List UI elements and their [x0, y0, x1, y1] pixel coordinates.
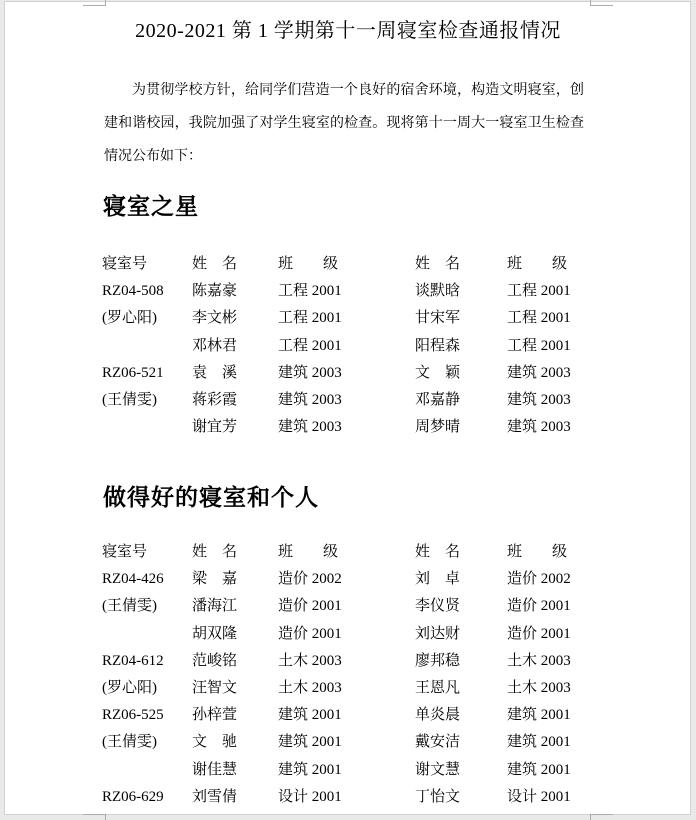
- roster-table-dorm-stars: [102, 251, 602, 441]
- table-cell: (王倩雯): [102, 391, 157, 408]
- table-cell: 胡双隆: [192, 625, 238, 642]
- table-cell: 建筑 2001: [507, 707, 571, 724]
- column-header: 班 级: [507, 544, 568, 560]
- table-row: [102, 278, 602, 305]
- column-header: 姓 名: [415, 256, 461, 272]
- table-cell: 甘宋军: [415, 310, 461, 327]
- table-cell: 工程 2001: [278, 337, 342, 354]
- table-cell: 袁 溪: [192, 364, 238, 381]
- table-cell: 谢佳慧: [192, 761, 238, 778]
- column-header: 班 级: [278, 256, 339, 272]
- table-cell: 建筑 2001: [507, 734, 571, 751]
- table-cell: 蒋彩霞: [192, 391, 238, 408]
- table-cell: 周梦晴: [415, 419, 461, 436]
- table-cell: RZ04-426: [102, 571, 164, 588]
- table-cell: 工程 2001: [507, 283, 571, 300]
- table-cell: 李文彬: [192, 310, 238, 327]
- table-cell: 造价 2001: [507, 598, 571, 615]
- table-cell: 梁 嘉: [192, 571, 238, 588]
- table-row: [102, 387, 602, 414]
- table-row: [102, 414, 602, 441]
- table-cell: 设计 2001: [507, 788, 571, 805]
- table-cell: 土木 2003: [507, 652, 571, 669]
- margin-crop-mark-bottom-right: [590, 814, 613, 820]
- table-row: [102, 757, 602, 784]
- section-heading-dorm-stars: 寝室之星: [103, 194, 199, 219]
- table-cell: 汪智文: [192, 679, 238, 696]
- table-cell: 工程 2001: [278, 283, 342, 300]
- table-cell: 建筑 2003: [278, 364, 342, 381]
- table-cell: 谢文慧: [415, 761, 461, 778]
- table-cell: (王倩雯): [102, 598, 157, 615]
- column-header: 班 级: [507, 256, 568, 272]
- table-cell: 建筑 2001: [278, 761, 342, 778]
- table-cell: 文 驰: [192, 734, 238, 751]
- table-row: [102, 729, 602, 756]
- table-cell: 土木 2003: [278, 679, 342, 696]
- table-cell: 廖邦稳: [415, 652, 461, 669]
- table-cell: 建筑 2001: [278, 707, 342, 724]
- roster-table-good-dorms: [102, 539, 602, 811]
- table-row: [102, 360, 602, 387]
- table-cell: 单炎晨: [415, 707, 461, 724]
- table-row: [102, 675, 602, 702]
- table-cell: 谈默晗: [415, 283, 461, 300]
- table-cell: (王倩雯): [102, 734, 157, 751]
- column-header: 姓 名: [415, 544, 461, 560]
- table-row: [102, 784, 602, 811]
- table-cell: (罗心阳): [102, 310, 157, 327]
- table-row: [102, 648, 602, 675]
- table-cell: 建筑 2003: [278, 419, 342, 436]
- table-row: [102, 621, 602, 648]
- margin-crop-mark-bottom-left: [83, 814, 106, 820]
- document-title: 2020-2021 第 1 学期第十一周寝室检查通报情况: [135, 20, 561, 42]
- table-cell: RZ06-521: [102, 364, 164, 381]
- section-heading-good-dorms: 做得好的寝室和个人: [103, 485, 319, 510]
- table-cell: 孙梓萱: [192, 707, 238, 724]
- table-cell: 造价 2002: [507, 571, 571, 588]
- table-cell: 土木 2003: [278, 652, 342, 669]
- table-cell: 土木 2003: [507, 679, 571, 696]
- table-cell: 刘达财: [415, 625, 461, 642]
- table-cell: 阳程森: [415, 337, 461, 354]
- table-cell: 造价 2002: [278, 571, 342, 588]
- table-cell: RZ04-612: [102, 652, 164, 669]
- table-cell: (罗心阳): [102, 679, 157, 696]
- table-cell: 丁怡文: [415, 788, 461, 805]
- table-cell: 王恩凡: [415, 679, 461, 696]
- table-cell: 建筑 2001: [278, 734, 342, 751]
- table-cell: 建筑 2003: [278, 391, 342, 408]
- column-header: 姓 名: [192, 256, 238, 272]
- table-row: [102, 702, 602, 729]
- table-cell: 工程 2001: [278, 310, 342, 327]
- table-cell: 邓林君: [192, 337, 238, 354]
- column-header: 班 级: [278, 544, 339, 560]
- table-cell: 潘海江: [192, 598, 238, 615]
- margin-crop-mark-top-left: [83, 0, 106, 6]
- table-cell: 造价 2001: [278, 598, 342, 615]
- table-cell: RZ06-629: [102, 788, 164, 805]
- table-cell: 工程 2001: [507, 337, 571, 354]
- column-header: 姓 名: [192, 544, 238, 560]
- column-header: 寝室号: [102, 544, 148, 560]
- table-cell: 造价 2001: [278, 625, 342, 642]
- table-cell: 建筑 2003: [507, 419, 571, 436]
- table-cell: RZ06-525: [102, 707, 164, 724]
- table-header-row: [102, 251, 602, 278]
- intro-paragraph: 为贯彻学校方针，给同学们营造一个良好的宿舍环境，构造文明寝室，创建和谐校园，我院加强了对学生寝室的检查。现将第十一周大一寝室卫生检查情况公布如下：: [104, 83, 584, 164]
- column-header: 寝室号: [102, 256, 148, 272]
- table-header-row: [102, 539, 602, 566]
- table-cell: 刘 卓: [415, 571, 461, 588]
- table-cell: 范峻铭: [192, 652, 238, 669]
- table-cell: 文 颖: [415, 364, 461, 381]
- table-row: [102, 305, 602, 332]
- table-cell: RZ04-508: [102, 283, 164, 300]
- table-cell: 造价 2001: [507, 625, 571, 642]
- table-cell: 谢宜芳: [192, 419, 238, 436]
- table-cell: 工程 2001: [507, 310, 571, 327]
- table-cell: 建筑 2001: [507, 761, 571, 778]
- table-cell: 刘雪倩: [192, 788, 238, 805]
- table-row: [102, 333, 602, 360]
- table-cell: 戴安洁: [415, 734, 461, 751]
- margin-crop-mark-top-right: [590, 0, 613, 6]
- table-cell: 建筑 2003: [507, 364, 571, 381]
- table-cell: 建筑 2003: [507, 391, 571, 408]
- table-cell: 李仪贤: [415, 598, 461, 615]
- table-row: [102, 566, 602, 593]
- table-cell: 陈嘉豪: [192, 283, 238, 300]
- table-cell: 设计 2001: [278, 788, 342, 805]
- table-row: [102, 593, 602, 620]
- table-cell: 邓嘉静: [415, 391, 461, 408]
